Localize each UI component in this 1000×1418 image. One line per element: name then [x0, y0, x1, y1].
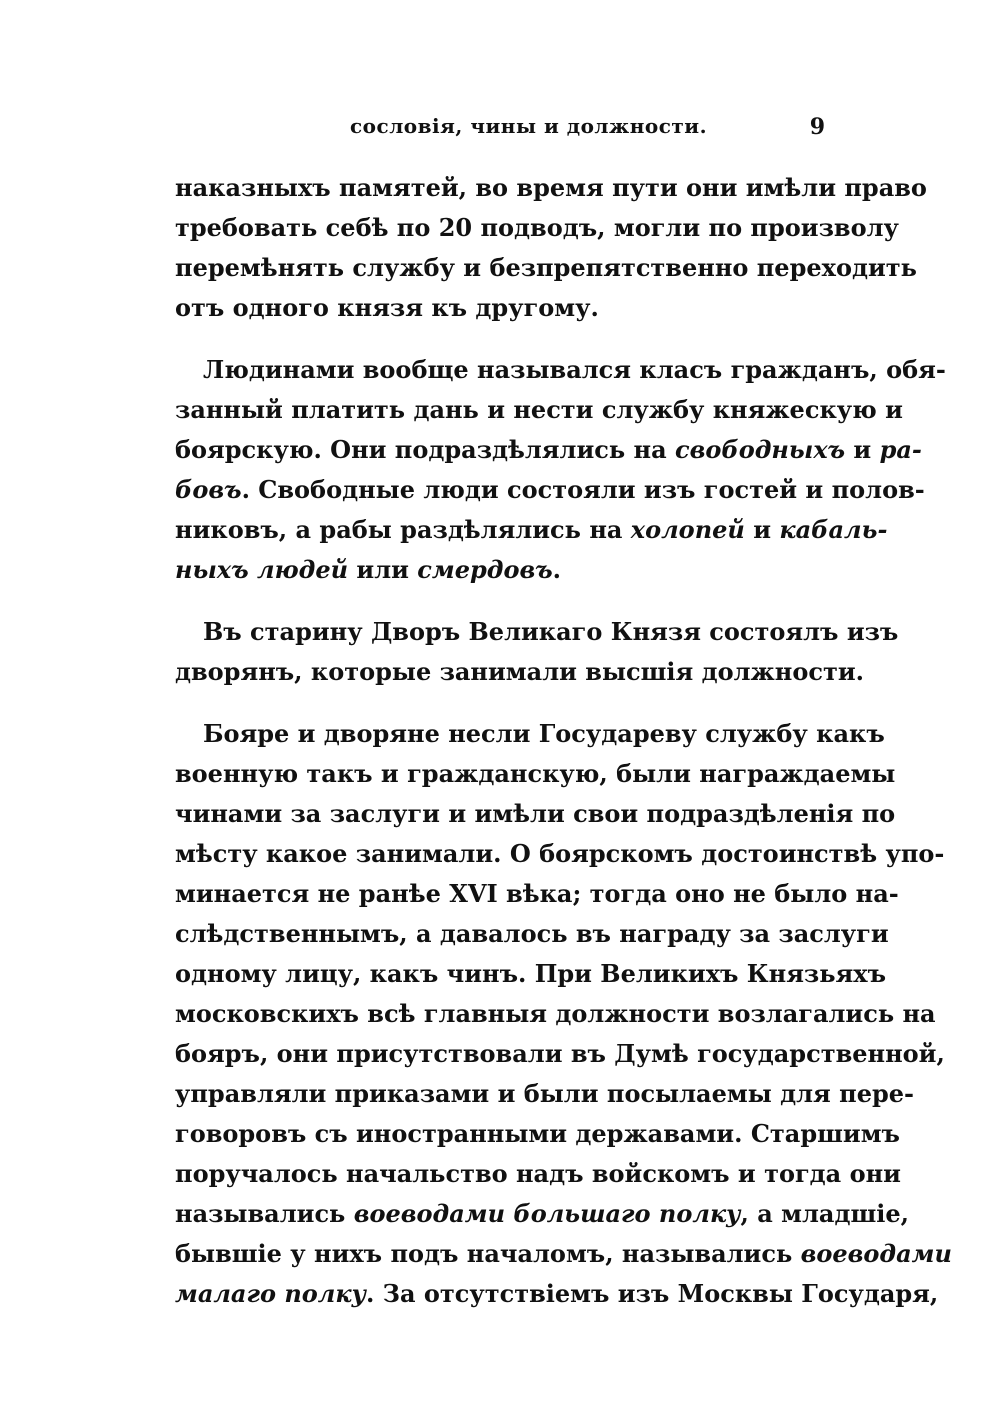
text-line: [175, 470, 925, 510]
running-head: [175, 114, 825, 144]
text-run: Людинами вообще назывался класъ гражданъ, обя-: [203, 355, 946, 384]
text-run: бояръ, они присутствовали въ Думѣ государственной,: [175, 1039, 945, 1068]
italic-term: малаго полку: [175, 1279, 366, 1308]
italic-term: воеводами большаго полку: [353, 1199, 741, 1228]
text-line: [175, 994, 936, 1034]
text-line: [175, 914, 889, 954]
text-line: [175, 954, 886, 994]
paragraph-gap: [175, 692, 825, 714]
text-line: [175, 248, 917, 288]
text-run: управляли приказами и были посылаемы для пере-: [175, 1079, 914, 1108]
text-run: поручалось начальство надъ войскомъ и тогда они: [175, 1159, 901, 1188]
text-line: [175, 390, 903, 430]
text-run: наказныхъ памятей, во время пути они имѣли право: [175, 173, 927, 202]
text-run: московскихъ всѣ главныя должности возлагались на: [175, 999, 936, 1028]
italic-term: бовъ: [175, 475, 242, 504]
body-text: [175, 168, 952, 1314]
text-run: и: [845, 435, 880, 464]
text-line: [175, 794, 896, 834]
text-line: [175, 1114, 900, 1154]
text-line: [175, 550, 825, 590]
text-line: [175, 350, 946, 390]
text-run: Въ старину Дворъ Великаго Князя состоялъ изъ: [203, 617, 899, 646]
italic-term: холопей: [630, 515, 745, 544]
text-run: говоровъ съ иностранными державами. Старшимъ: [175, 1119, 900, 1148]
text-line: [175, 874, 899, 914]
text-run: никовъ, а рабы раздѣлялись на: [175, 515, 631, 544]
text-run: перемѣнять службу и безпрепятственно переходить: [175, 253, 917, 282]
text-line: [175, 652, 864, 692]
paragraph-gap: [175, 328, 825, 350]
text-line: [175, 1034, 945, 1074]
text-line: [175, 754, 896, 794]
text-line: [175, 1234, 952, 1274]
text-run: бывшіе у нихъ подъ началомъ, назывались: [175, 1239, 801, 1268]
text-line: [175, 834, 945, 874]
text-run: одному лицу, какъ чинъ. При Великихъ Князьяхъ: [175, 959, 886, 988]
text-run: и: [744, 515, 780, 544]
text-line: [175, 288, 825, 328]
paragraph-gap: [175, 590, 825, 612]
running-title: сословія, чины и должности.: [350, 114, 708, 138]
text-run: Бояре и дворяне несли Государеву службу какъ: [203, 719, 885, 748]
paragraph: [175, 350, 946, 590]
text-line: [175, 1194, 910, 1234]
text-run: , а младшіе,: [740, 1199, 910, 1228]
text-line: [175, 168, 927, 208]
text-line: [175, 1274, 939, 1314]
italic-term: свободныхъ: [674, 435, 846, 464]
italic-term: смердовъ: [417, 555, 553, 584]
italic-term: воеводами: [800, 1239, 952, 1268]
text-run: занный платить дань и нести службу княжескую и: [175, 395, 903, 424]
text-run: слѣдственнымъ, а давалось въ награду за заслуги: [175, 919, 889, 948]
paragraph: [175, 168, 927, 328]
italic-term: ныхъ людей: [175, 555, 349, 584]
text-run: боярскую. Они подраздѣлялись на: [175, 435, 675, 464]
italic-term: ра-: [879, 435, 922, 464]
paragraph: [175, 714, 952, 1314]
text-run: назывались: [175, 1199, 354, 1228]
text-line: [175, 510, 888, 550]
text-run: . Свободные люди состояли изъ гостей и полов-: [241, 475, 925, 504]
paragraph: [175, 612, 899, 692]
text-line: [175, 612, 899, 652]
text-line: [175, 208, 899, 248]
text-run: дворянъ, которые занимали высшія должности.: [175, 657, 864, 686]
page-number: 9: [809, 114, 825, 140]
text-line: [175, 430, 922, 470]
text-run: требовать себѣ по 20 подводъ, могли по произволу: [175, 213, 899, 242]
italic-term: кабаль-: [779, 515, 888, 544]
text-run: .: [552, 555, 562, 584]
text-run: минается не ранѣе XVI вѣка; тогда оно не было на-: [175, 879, 899, 908]
text-line: [175, 1074, 914, 1114]
text-run: мѣсту какое занимали. О боярскомъ достоинствѣ упо-: [175, 839, 945, 868]
text-run: военную такъ и гражданскую, были награждаемы: [175, 759, 896, 788]
text-line: [175, 714, 885, 754]
text-run: или: [348, 555, 418, 584]
text-run: чинами за заслуги и имѣли свои подраздѣленія по: [175, 799, 896, 828]
text-line: [175, 1154, 901, 1194]
text-run: . За отсутствіемъ изъ Москвы Государя,: [365, 1279, 939, 1308]
text-run: отъ одного князя къ другому.: [175, 293, 599, 322]
